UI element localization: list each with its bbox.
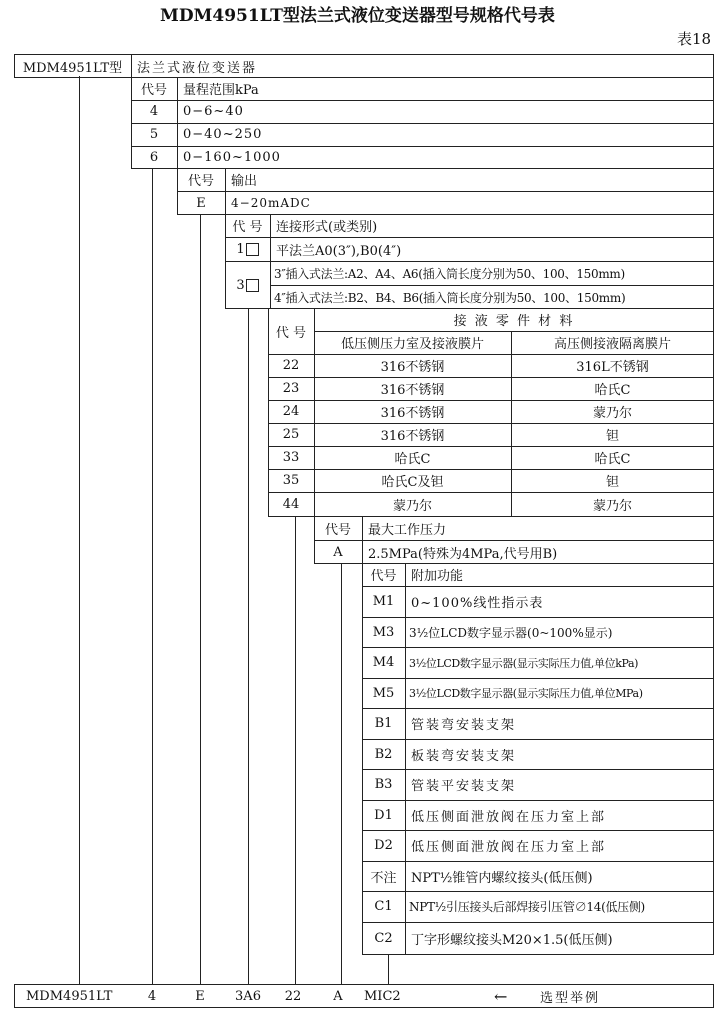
example-pressure: A [333,988,343,1004]
example-range: 4 [147,988,157,1004]
range-code: 6 [149,150,159,165]
extras-hdr-code: 代号 [370,569,397,584]
stem-output [200,214,201,985]
stem-material [295,516,296,985]
stem-connection [248,308,249,985]
extras-desc: 丁字形螺纹接头M20×1.5(低压侧) [411,933,613,948]
material-high: 哈氏C [594,452,631,467]
connection-hdr-code: 代 号 [232,220,263,235]
range-code: 5 [149,127,159,142]
extras-code: B3 [374,777,393,792]
example-label: 选型举例 [540,990,601,1006]
material-hdr-high: 高压侧接液隔离膜片 [553,337,671,352]
material-hdr-low: 低压侧压力室及接液膜片 [340,337,484,352]
stem-model [79,76,80,985]
extras-code: C2 [374,931,393,946]
material-high: 316L不锈钢 [576,360,649,375]
output-desc: 4−20mADC [231,196,311,210]
connection-code: 1 [225,237,270,261]
material-high: 钽 [605,475,619,490]
checkbox-square-icon [246,279,259,292]
material-hdr-code: 代 号 [275,325,307,341]
example-output: E [195,988,205,1004]
extras-desc: 0~100%线性指示表 [411,596,544,611]
extras-desc: 管装平安装支架 [411,779,517,794]
extras-code: B2 [374,746,393,762]
connection-hdr-desc: 连接形式(或类别) [276,220,378,235]
material-code: 24 [282,404,300,419]
connection-desc: 3″插入式法兰:A2、A4、A6(插入筒长度分别为50、100、150mm) [274,266,625,281]
example-extras: MIC2 [364,988,401,1004]
stem-pressure [341,563,342,985]
checkbox-square-icon [246,243,259,256]
pressure-hdr-desc: 最大工作压力 [368,522,447,538]
extras-hdr-desc: 附加功能 [411,569,464,584]
stem-range [152,168,153,985]
material-code: 33 [282,450,300,465]
table-number: 表18 [677,30,712,48]
example-connection: 3A6 [235,988,261,1004]
connection-desc: 4″插入式法兰:B2、B4、B6(插入筒长度分别为50、100、150mm) [274,290,626,305]
material-code: 44 [282,497,300,512]
extras-desc: 板装弯安装支架 [411,748,517,764]
extras-desc: 管装弯安装支架 [411,718,517,733]
material-low: 316不锈钢 [380,429,445,444]
model-desc: 法兰式液位变送器 [137,60,258,76]
material-code: 22 [282,358,300,373]
extras-code: M5 [372,685,395,701]
output-code: E [196,195,206,211]
connection-desc: 平法兰A0(3″),B0(4″) [276,243,402,259]
material-low: 哈氏C [394,452,431,467]
extras-desc: 3½位LCD数字显示器(显示实际压力值,单位kPa) [409,656,639,670]
material-code: 25 [282,427,300,442]
range-desc: 0−160~1000 [183,150,281,165]
material-low: 316不锈钢 [380,360,445,375]
output-hdr-code: 代号 [187,174,214,189]
material-low: 316不锈钢 [380,406,445,421]
model-code: MDM4951LT型 [22,60,123,76]
range-hdr-code: 代号 [140,83,167,98]
extras-desc: 3½位LCD数字显示器(0~100%显示) [409,625,613,640]
pressure-code: A [333,544,343,560]
extras-desc: 3½位LCD数字显示器(显示实际压力值,单位MPa) [409,687,643,700]
extras-desc: NPT½锥管内螺纹接头(低压侧) [411,870,593,886]
extras-code: M1 [372,594,395,609]
material-high: 哈氏C [594,383,631,398]
material-hdr-title: 接 液 零 件 材 料 [453,314,575,329]
range-desc: 0−40~250 [183,127,263,142]
material-high: 蒙乃尔 [592,406,632,421]
arrow-left-icon: ← [494,986,508,1006]
extras-desc: 低压侧面泄放阀在压力室上部 [411,809,607,825]
material-low: 哈氏C及钽 [381,475,444,490]
material-high: 钽 [605,429,619,444]
extras-code: D2 [374,838,393,853]
output-hdr-desc: 输出 [231,174,258,189]
extras-code: B1 [374,716,393,731]
example-model: MDM4951LT [26,988,113,1004]
extras-code: 不注 [370,870,397,886]
extras-desc: 低压侧面泄放阀在压力室上部 [411,840,607,855]
extras-code: C1 [374,899,393,914]
material-low: 蒙乃尔 [392,499,432,514]
range-code: 4 [149,104,159,119]
extras-code: M3 [372,624,395,640]
range-desc: 0−6~40 [183,104,244,119]
material-low: 316不锈钢 [380,383,445,398]
material-high: 蒙乃尔 [592,499,632,514]
pressure-hdr-code: 代号 [324,522,351,538]
material-code: 35 [282,473,300,488]
pressure-desc: 2.5MPa(特殊为4MPa,代号用B) [368,546,558,562]
extras-code: M4 [372,655,395,670]
stem-extras [388,954,389,985]
material-code: 23 [282,381,300,396]
connection-code: 3 [225,261,270,309]
example-material: 22 [284,988,302,1004]
extras-desc: NPT½引压接头后部焊接引压管∅14(低压侧) [409,900,645,914]
extras-code: D1 [374,807,393,823]
range-hdr-desc: 量程范围kPa [183,83,259,98]
page-title: MDM4951LT型法兰式液位变送器型号规格代号表 [160,6,555,26]
